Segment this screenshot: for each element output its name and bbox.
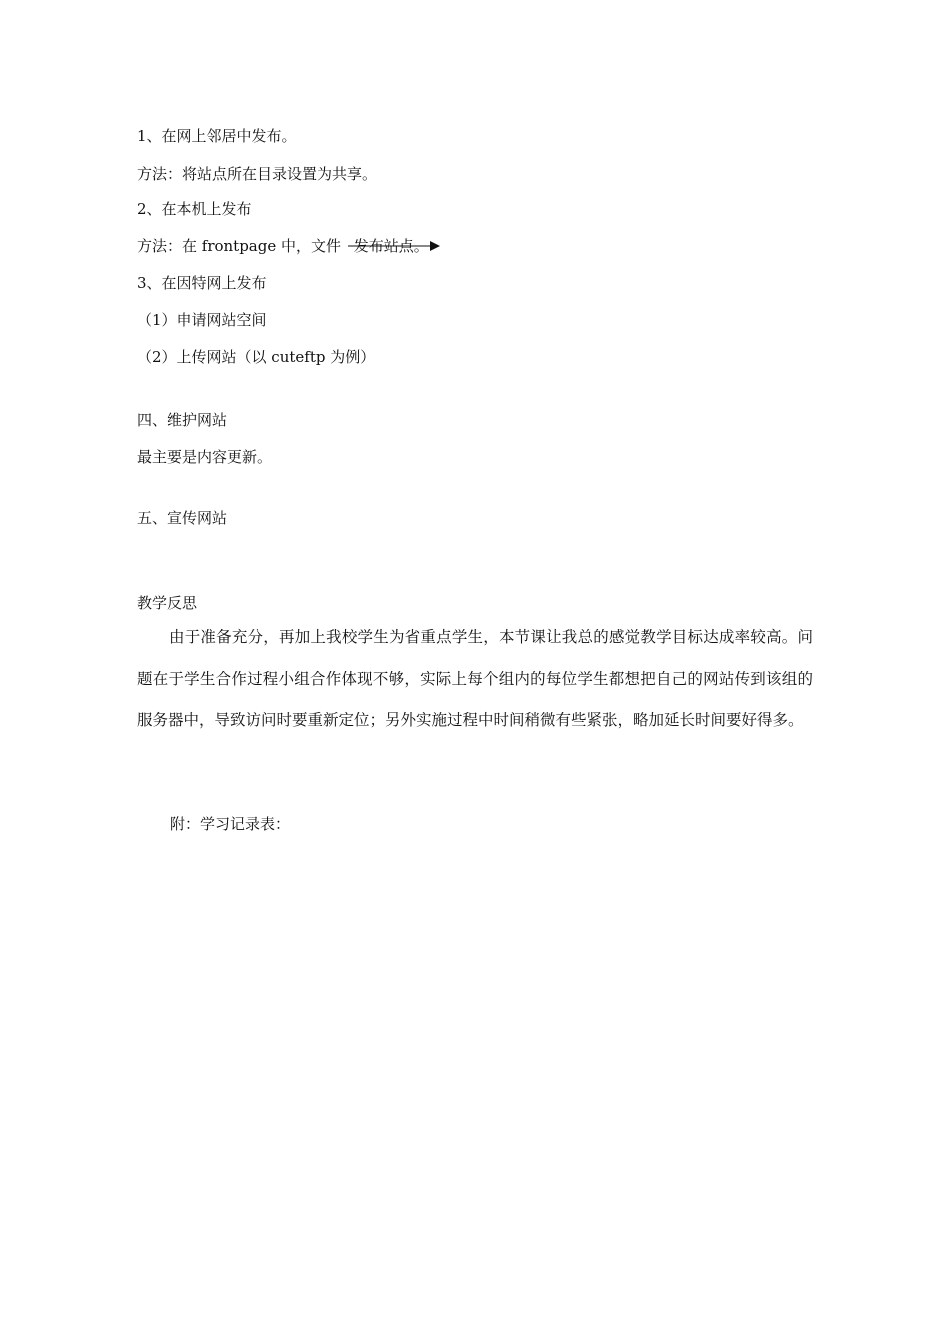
publish-lan-heading: 1、在网上邻居中发布。 <box>137 127 297 145</box>
publish-internet-heading: 3、在因特网上发布 <box>137 274 267 292</box>
upload-site-item: （2）上传网站（以 cuteftp 为例） <box>137 348 376 366</box>
publish-local-method-tail: 发布站点。 <box>353 237 429 255</box>
publish-lan-method: 方法：将站点所在目录设置为共享。 <box>137 165 378 183</box>
apply-space-item: （1）申请网站空间 <box>137 311 267 329</box>
promote-site-heading: 五、宣传网站 <box>137 509 228 527</box>
maintain-site-text: 最主要是内容更新。 <box>137 448 273 466</box>
menu-path-arrow-text <box>354 236 429 256</box>
teaching-reflection-title: 教学反思 <box>137 594 198 612</box>
maintain-site-heading: 四、维护网站 <box>137 411 228 429</box>
publish-local-method-prefix: 方法：在 frontpage 中，文件 <box>137 237 346 255</box>
publish-local-heading: 2、在本机上发布 <box>137 200 252 218</box>
teaching-reflection-body: 由于准备充分，再加上我校学生为省重点学生，本节课让我总的感觉教学目标达成率较高。问题在于学生合作过程小组合作体现不够，实际上每个组内的每位学生都想把自己的网站传到该组的服务器中，导致访问时要重新定位；另外实施过程中时间稍微有些紧张，略加延长时间要好得多。 <box>137 628 813 729</box>
publish-local-method <box>137 236 429 256</box>
appendix-label: 附：学习记录表： <box>170 815 291 833</box>
